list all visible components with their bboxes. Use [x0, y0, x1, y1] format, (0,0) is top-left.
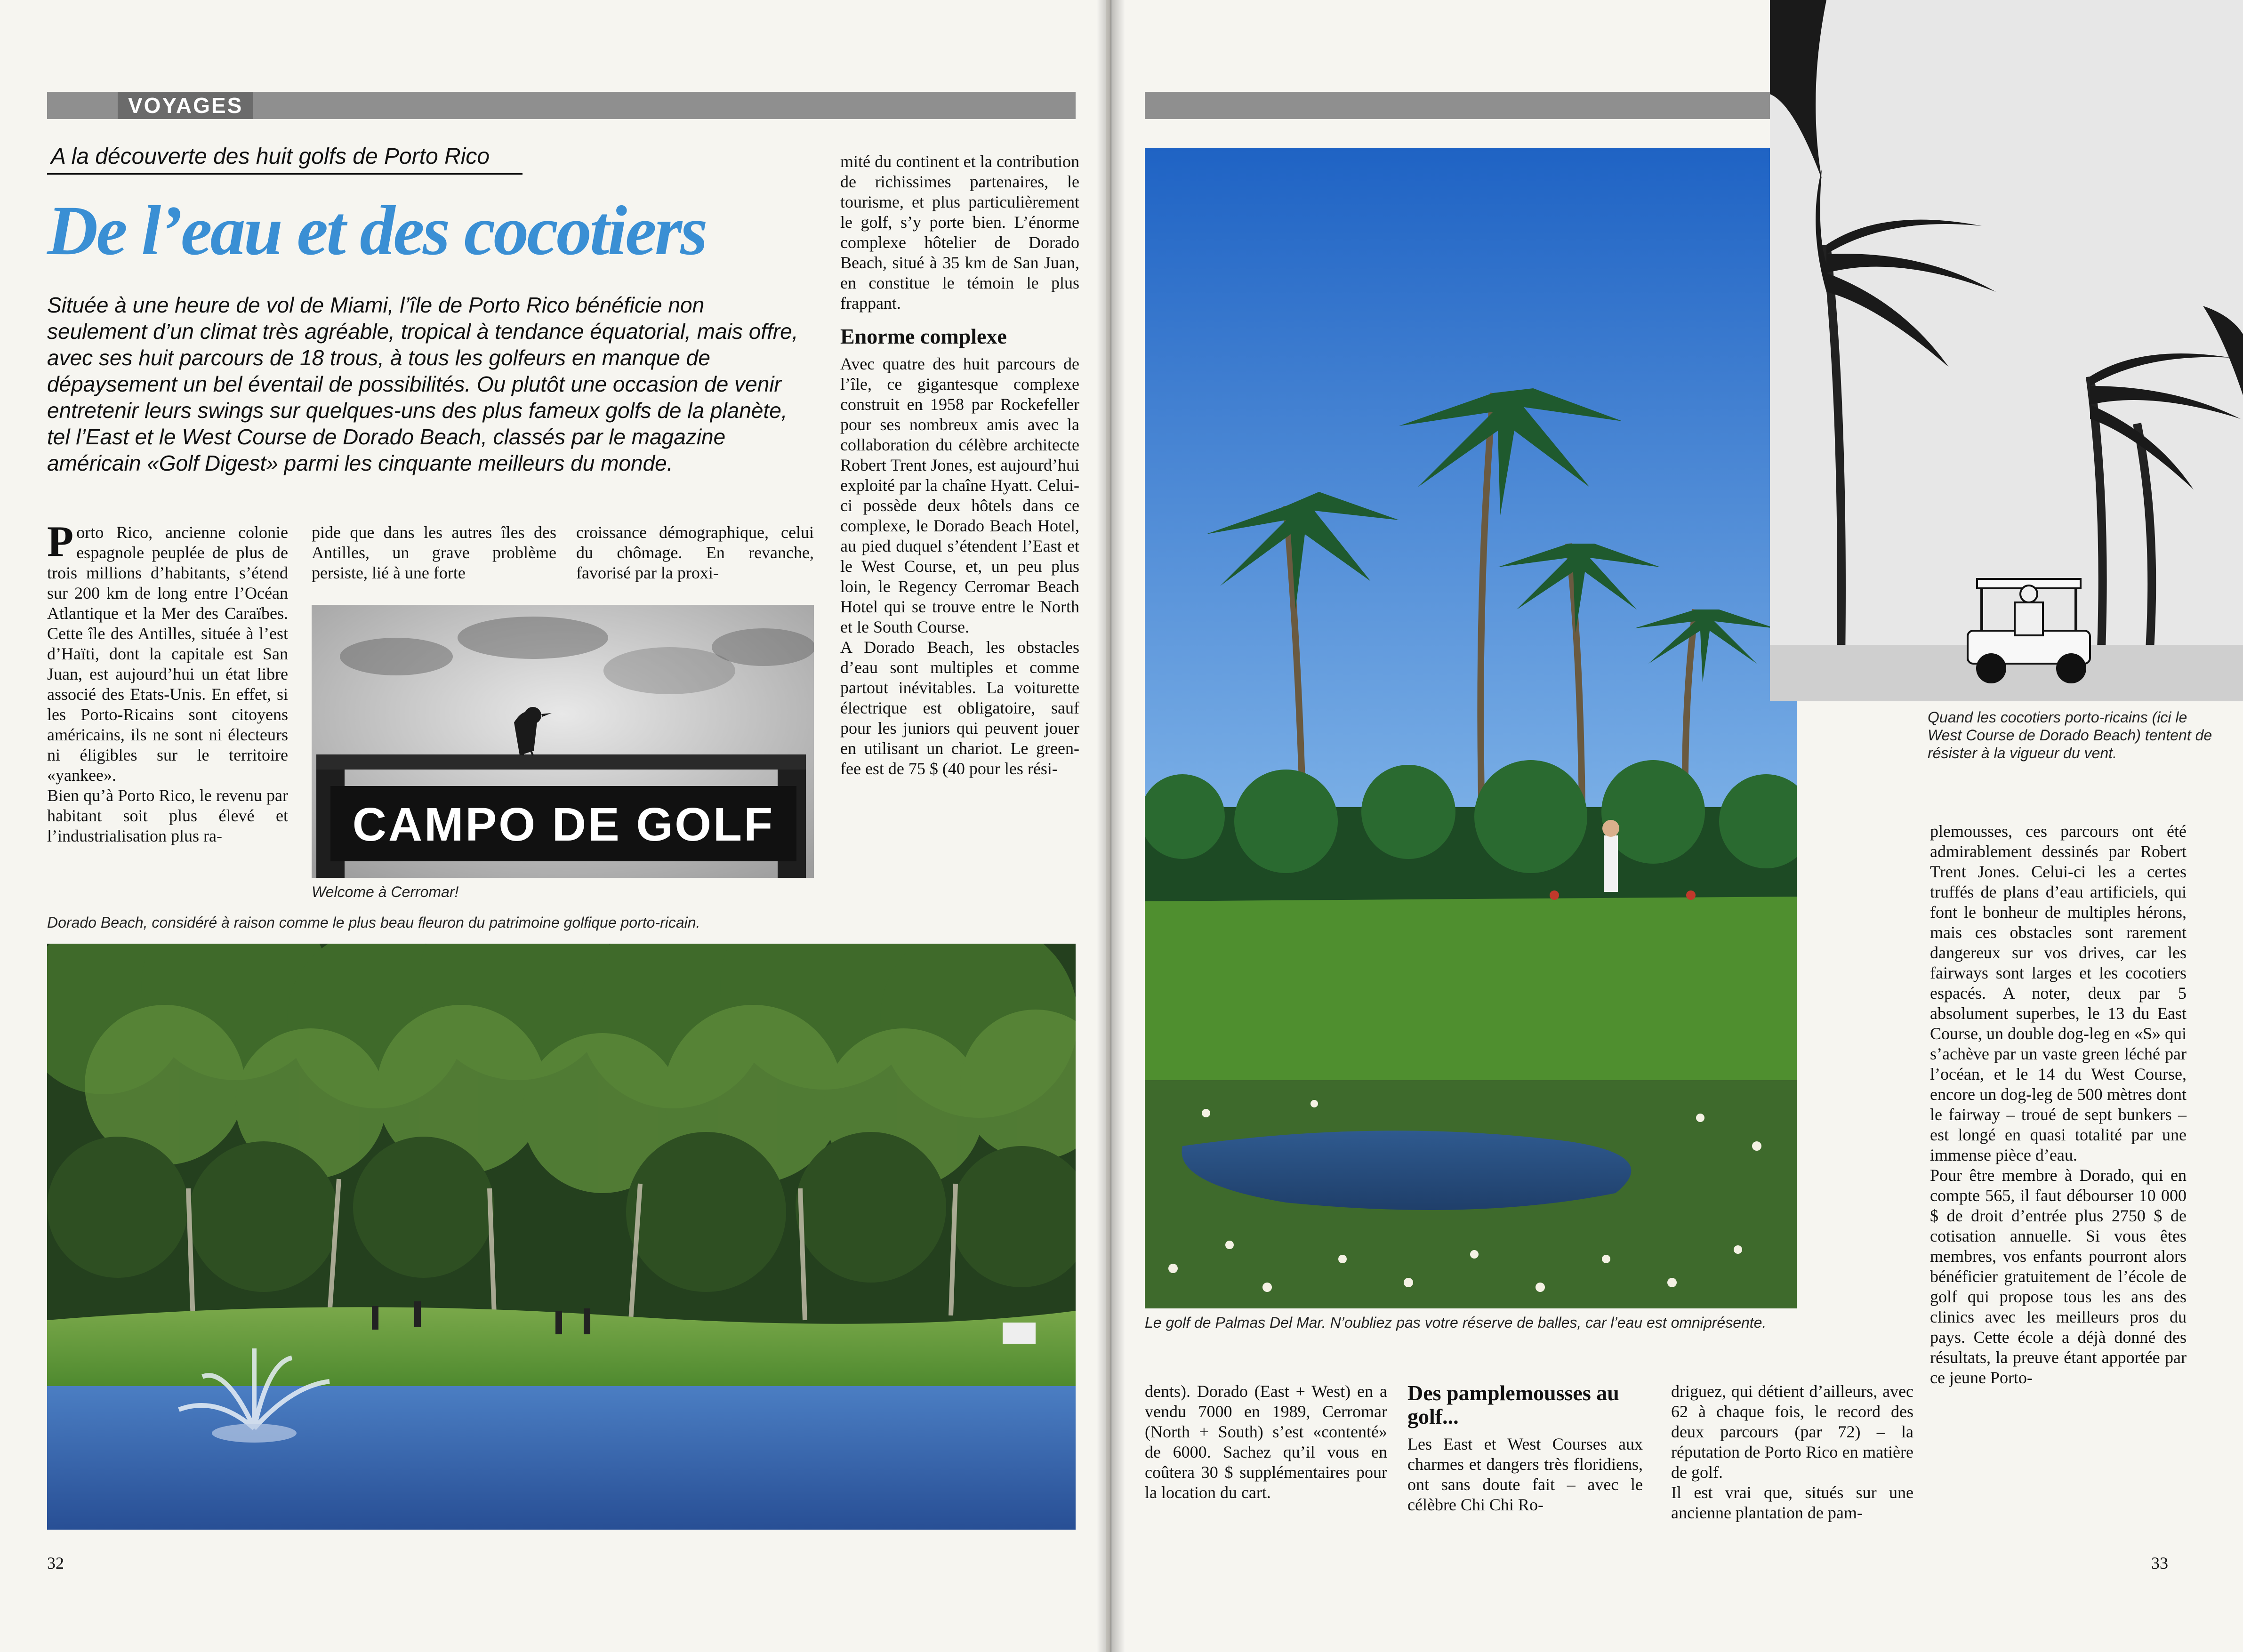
- bottom-column-2: [1407, 1381, 1643, 1515]
- drop-cap: P: [47, 517, 74, 565]
- column-4-text-3: A Dorado Beach, les obstacles d’eau sont multiples et comme partout inévitables. La voiturette électrique est obligatoire, sauf pour les juniors qui peuvent jouer en utilisant un chariot. Le green-fee est de 75 $ (40 pour les rési-: [840, 638, 1079, 778]
- dorado-photo-caption: Dorado Beach, considéré à raison comme le plus beau fleuron du patrimoine golfique porto-ricain.: [47, 914, 700, 931]
- bottom-column-3: [1671, 1381, 1913, 1523]
- bottom-column-3-text: driguez, qui détient d’ailleurs, avec 62 à chaque fois, le record des deux parcours (par 72) – la réputation de Porto Rico en matière de golf.: [1671, 1382, 1913, 1482]
- palms-caption: Quand les cocotiers porto-ricains (ici le West Course de Dorado Beach) tentent de résister à la vigueur du vent.: [1928, 709, 2212, 762]
- column-4-text-2: Avec quatre des huit parcours de l’île, ce gigantesque complexe construit en 1958 par Rockefeller pour ses nombreux amis avec la collaboration du célèbre architecte Robert Trent Jones, est aujourd’hui exploité par la chaîne Hyatt. Celui-ci possède deux hôtels dans ce complexe, le Dorado Beach Hotel, au pied duquel s’étendent l’East et le West Course, et, un peu plus loin, le Regency Cerromar Beach Hotel qui se trouve entre le North et le South Course.: [840, 354, 1079, 636]
- sign-caption: Welcome à Cerromar!: [312, 883, 459, 900]
- column-1: [47, 517, 288, 846]
- windy-palms-photo: [1770, 0, 2243, 701]
- column-5: [1930, 821, 2187, 1388]
- column-5-text-2: Pour être membre à Dorado, qui en compte 565, il faut débourser 10 000 $ de droit d’entrée plus 2750 $ de cotisation annuelle. Si vous êtes membres, vos enfants pourront alors bénéficier gratuitement de l’école de golf qui propose tous les ans des clinics avec les meilleurs pros du pays. Cette école a déjà donné des résultats, la preuve étant apportée par ce jeune Porto-: [1930, 1166, 2187, 1387]
- rubric-label: VOYAGES: [118, 92, 253, 119]
- rubric-bar: [47, 92, 1076, 119]
- page-number-right: 33: [2151, 1554, 2168, 1572]
- left-page: [0, 0, 1106, 1652]
- rubric-bar-right: [1145, 92, 1797, 119]
- column-3: croissance démographique, celui du chômage. En revanche, favorisé par la proxi-: [576, 523, 814, 582]
- bottom-column-2-text: Les East et West Courses aux charmes et dangers très floridiens, ont sans doute fait – avec le célèbre Chi Chi Ro-: [1407, 1435, 1643, 1514]
- kicker: A la découverte des huit golfs de Porto Rico: [51, 144, 490, 169]
- subhead-pamplemousses: Des pamplemousses au golf...: [1407, 1381, 1619, 1428]
- binding-gutter: [1097, 0, 1125, 1652]
- palmas-photo-caption: Le golf de Palmas Del Mar. N’oubliez pas votre réserve de balles, car l’eau est omniprésente.: [1145, 1314, 1767, 1331]
- column-5-text: plemousses, ces parcours ont été admirablement dessinés par Robert Trent Jones. Celui-ci les a certes truffés de plans d’eau artificiels, qui font le bonheur de multiples hérons, mais ces obstacles sont rarement dangereux sur vos drives, car les fairways sont larges et les cocotiers espacés. A noter, deux par 5 absolument superbes, le 13 du East Course, un double dog-leg en «S» qui s’achève par un vaste green léché par l’océan, et le 14 du West Course, encore un dog-leg de 500 mètres dont le fairway – troué de sept bunkers – est longé en quasi totalité par une immense pièce d’eau.: [1930, 822, 2187, 1164]
- bottom-column-1: dents). Dorado (East + West) en a vendu 7000 en 1989, Cerromar (North + South) s’est «contenté» de 6000. Sachez qu’il vous en coûtera 30 $ supplémentaires pour la location du cart.: [1145, 1382, 1387, 1502]
- column-2: pide que dans les autres îles des Antilles, un grave problème persiste, lié à une forte: [312, 523, 556, 582]
- page-number-left: 32: [47, 1554, 64, 1572]
- column-4-text: mité du continent et la contribution de richissimes partenaires, le tourisme, et plus particulièrement le golf, s’y porte bien. L’énorme complexe hôtelier de Dorado Beach, situé à 35 km de San Juan, en constitue le témoin le plus frappant.: [840, 152, 1079, 313]
- headline: De l’eau et des cocotiers: [47, 192, 706, 270]
- column-4: [840, 152, 1079, 779]
- column-1-text: orto Rico, ancienne colonie espagnole peuplée de plus de trois millions d’habitants, s’étend sur 200 km de long entre l’Océan Atlantique et la Mer des Caraïbes. Cette île des Antilles, située à l’est d’Haïti, dont la capitale est San Juan, est aujourd’hui un état libre associé des Etats-Unis. En effet, si les Porto-Ricains sont citoyens américains, ils ne sont ni électeurs ni éligibles sur le territoire «yankee».: [47, 523, 288, 785]
- subhead-enorme-complexe: Enorme complexe: [840, 324, 1007, 348]
- lead-paragraph: Située à une heure de vol de Miami, l’île de Porto Rico bénéficie non seulement d’un climat très agréable, tropical à tendance équatorial, mais offre, avec ses huit parcours de 18 trous, à tous les golfeurs en manque de dépaysement un bel éventail de possibilités. Ou plutôt une occasion de venir entretenir leurs swings sur quelques-uns des plus fameux golfs de la planète, tel l’East et le West Course de Dorado Beach, classés par le magazine américain «Golf Digest» parmi les cinquante meilleurs du monde.: [47, 293, 798, 475]
- sign-text: CAMPO DE GOLF: [352, 798, 775, 851]
- campo-de-golf-photo: [312, 605, 814, 878]
- right-page: [1111, 0, 2243, 1652]
- dorado-beach-photo: [47, 944, 1076, 1530]
- bottom-column-3-text-2: Il est vrai que, situés sur une ancienne plantation de pam-: [1671, 1483, 1913, 1522]
- column-1-text-2: Bien qu’à Porto Rico, le revenu par habitant soit plus élevé et l’industrialisation plus ra-: [47, 786, 288, 845]
- palmas-del-mar-photo: [1145, 148, 1797, 1308]
- kicker-rule: [47, 173, 523, 175]
